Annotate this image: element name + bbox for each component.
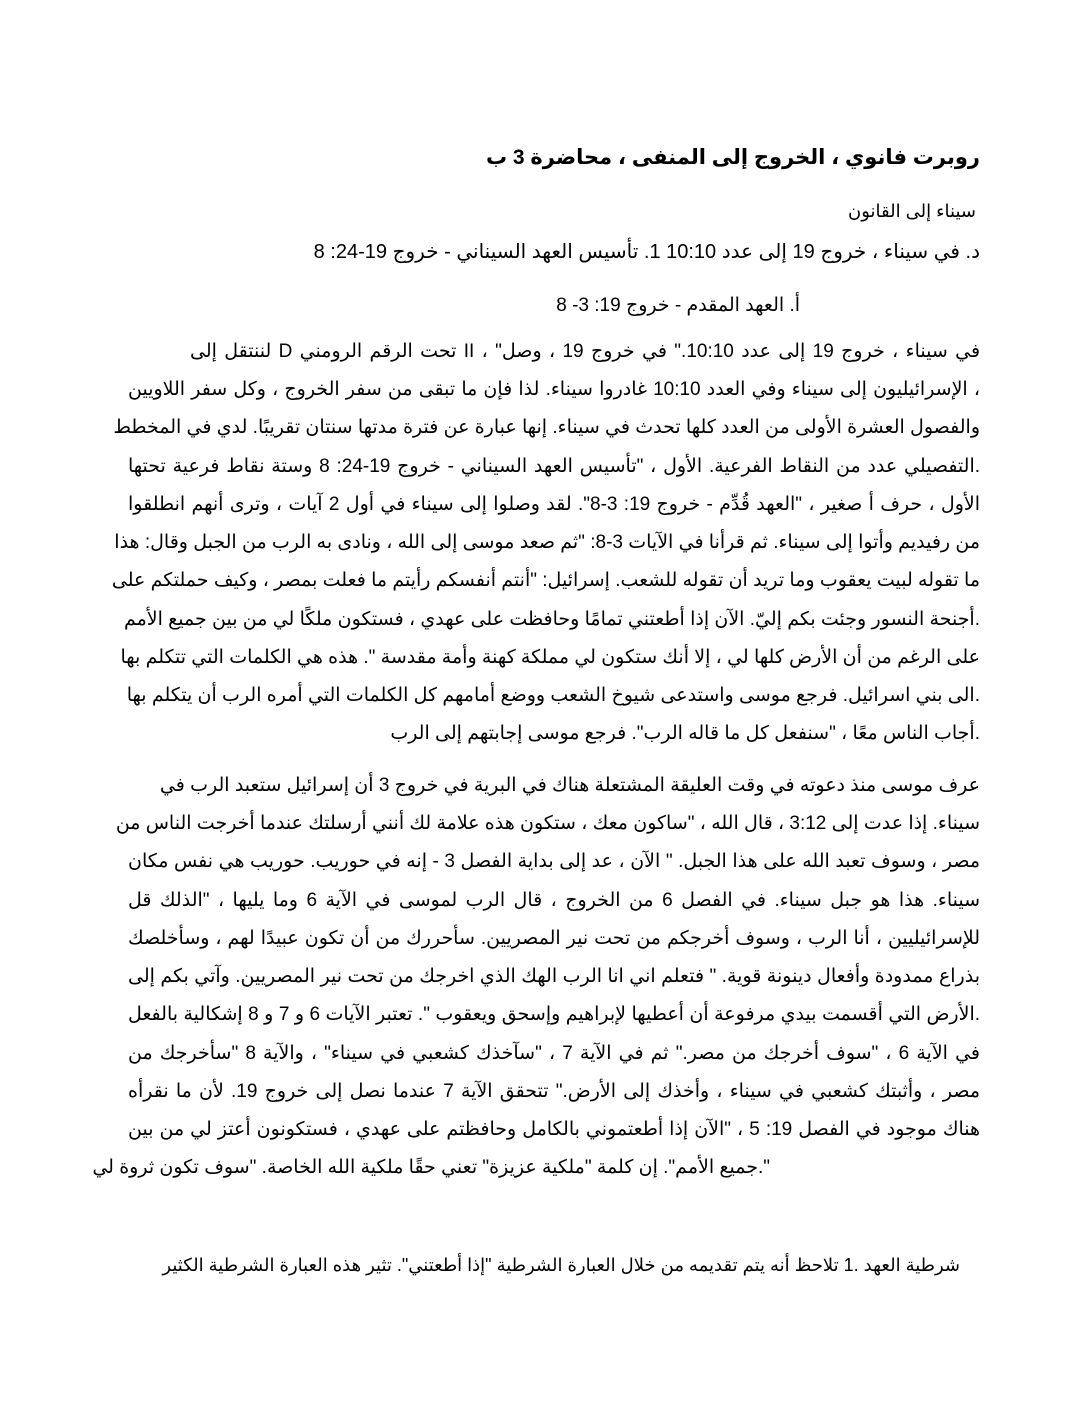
paragraph-line: الأول ، حرف أ صغير ، "العهد قُدِّم - خروج 19: 3-8". لقد وصلوا إلى سيناء في أول 2 آيات ، وترى أنهم انطلقوا — [128, 494, 980, 515]
paragraph-line: .أجنحة النسور وجئت بكم إليّ. الآن إذا أطعتني تمامًا وحافظت على عهدي ، فستكون ملكًا لي من بين جميع الأمم — [123, 609, 980, 630]
paragraph-line: مصر ، وأثبتك كشعبي في سيناء ، وأخذك إلى الأرض." تتحقق الآية 7 عندما نصل إلى خروج 19. لأن ما نقرأه — [128, 1081, 980, 1102]
paragraph-line: للإسرائيليين ، أنا الرب ، وسوف أخرجكم من تحت نير المصريين. سأحررك من أن تكون عبيدًا لهم ، وسأخلصك — [128, 928, 980, 949]
paragraph-line: ما تقوله لبيت يعقوب وما تريد أن تقوله للشعب. إسرائيل: "أنتم أنفسكم رأيتم ما فعلت بمصر ، وكيف حملتكم على — [111, 570, 980, 591]
paragraph-line: من رفيديم وأتوا إلى سيناء. ثم قرأنا في الآيات 3-8: "ثم صعد موسى إلى الله ، ونادى به الرب من الجبل وقال: هذا — [114, 532, 980, 553]
footer-line: شرطية العهد .1 تلاحظ أنه يتم تقديمه من خلال العبارة الشرطية "إذا أطعتني". تثير هذه العبارة الشرطية الكثير — [162, 1255, 960, 1275]
paragraph-line: بذراع ممدودة وأفعال دينونة قوية. " فتعلم اني انا الرب الهك الذي اخرجك من تحت نير المصريين. وآتي بكم إلى — [128, 966, 980, 987]
paragraph-line: ، الإسرائيليون إلى سيناء وفي العدد 10:10 غادروا سيناء. لذا فإن ما تبقى من سفر الخروج ، وكل سفر اللاويين — [128, 379, 980, 400]
outline-heading: د. في سيناء ، خروج 19 إلى عدد 10:10 1. تأسيس العهد السيناني - خروج 19-24: 8 — [313, 241, 980, 263]
paragraph-line: ".جميع الأمم". إن كلمة "ملكية عزيزة" تعني حقًا ملكية الله الخاصة. "سوف تكون ثروة لي — [92, 1157, 770, 1178]
paragraph-line: في سيناء ، خروج 19 إلى عدد 10:10." في خروج 19 ، وصل" ، II تحت الرقم الرومني D لننتقل إلى — [190, 341, 981, 362]
section-heading: أ. العهد المقدم - خروج 19: 3- 8 — [556, 295, 800, 316]
paragraph-line: والفصول العشرة الأولى من العدد كلها تحدث في سيناء. إنها عبارة عن فترة مدتها سنتان تقريبًا. لدي في المخطط — [113, 417, 980, 438]
document-title: روبرت فانوي ، الخروج إلى المنفى ، محاضرة 3 ب — [485, 146, 980, 169]
paragraph-line: .الأرض التي أقسمت بيدي مرفوعة أن أعطيها لإبراهيم وإسحق ويعقوب ". تعتبر الآيات 6 و 7 و 8 إشكالية بالفعل — [128, 1004, 981, 1025]
paragraph-line: في الآية 6 ، "سوف أخرجك من مصر." ثم في الآية 7 ، "سآخذك كشعبي في سيناء" ، والآية 8 "سأخرجك من — [128, 1043, 980, 1064]
paragraph-line: عرف موسى منذ دعوته في وقت العليقة المشتعلة هناك في البرية في خروج 3 أن إسرائيل ستعبد الرب في — [159, 775, 980, 796]
paragraph-line: .أجاب الناس معًا ، "سنفعل كل ما قاله الرب". فرجع موسى إجابتهم إلى الرب — [390, 723, 980, 744]
paragraph-line: سيناء. هذا هو جبل سيناء. في الفصل 6 من الخروج ، قال الرب لموسى في الآية 6 وما يليها ، "الذلك قل — [128, 890, 980, 911]
paragraph-line: على الرغم من أن الأرض كلها لي ، إلا أنك ستكون لي مملكة كهنة وأمة مقدسة ". هذه هي الكلمات التي تتكلم بها — [120, 647, 980, 668]
paragraph-line: .التفصيلي عدد من النقاط الفرعية. الأول ، "تأسيس العهد السيناني - خروج 19-24: 8 وستة نقاط فرعية تحتها — [128, 456, 981, 477]
paragraph-line: .الى بني اسرائيل. فرجع موسى واستدعى شيوخ الشعب ووضع أمامهم كل الكلمات التي أمره الرب أن يتكلم بها — [126, 685, 980, 706]
paragraph-line: هناك موجود في الفصل 19: 5 ، "الآن إذا أطعتموني بالكامل وحافظتم على عهدي ، فستكونون أعتز لي من بين — [128, 1119, 981, 1140]
paragraph-line: سيناء. إذا عدت إلى 3:12 ، قال الله ، "ساكون معك ، ستكون هذه علامة لك أنني أرسلتك عندما أخرجت الناس من — [115, 813, 980, 834]
paragraph-line: مصر ، وسوف تعبد الله على هذا الجبل. " الآن ، عد إلى بداية الفصل 3 - إنه في حوريب. حوريب هي نفس مكان — [128, 851, 980, 872]
document-subtitle: سيناء إلى القانون — [848, 201, 976, 221]
